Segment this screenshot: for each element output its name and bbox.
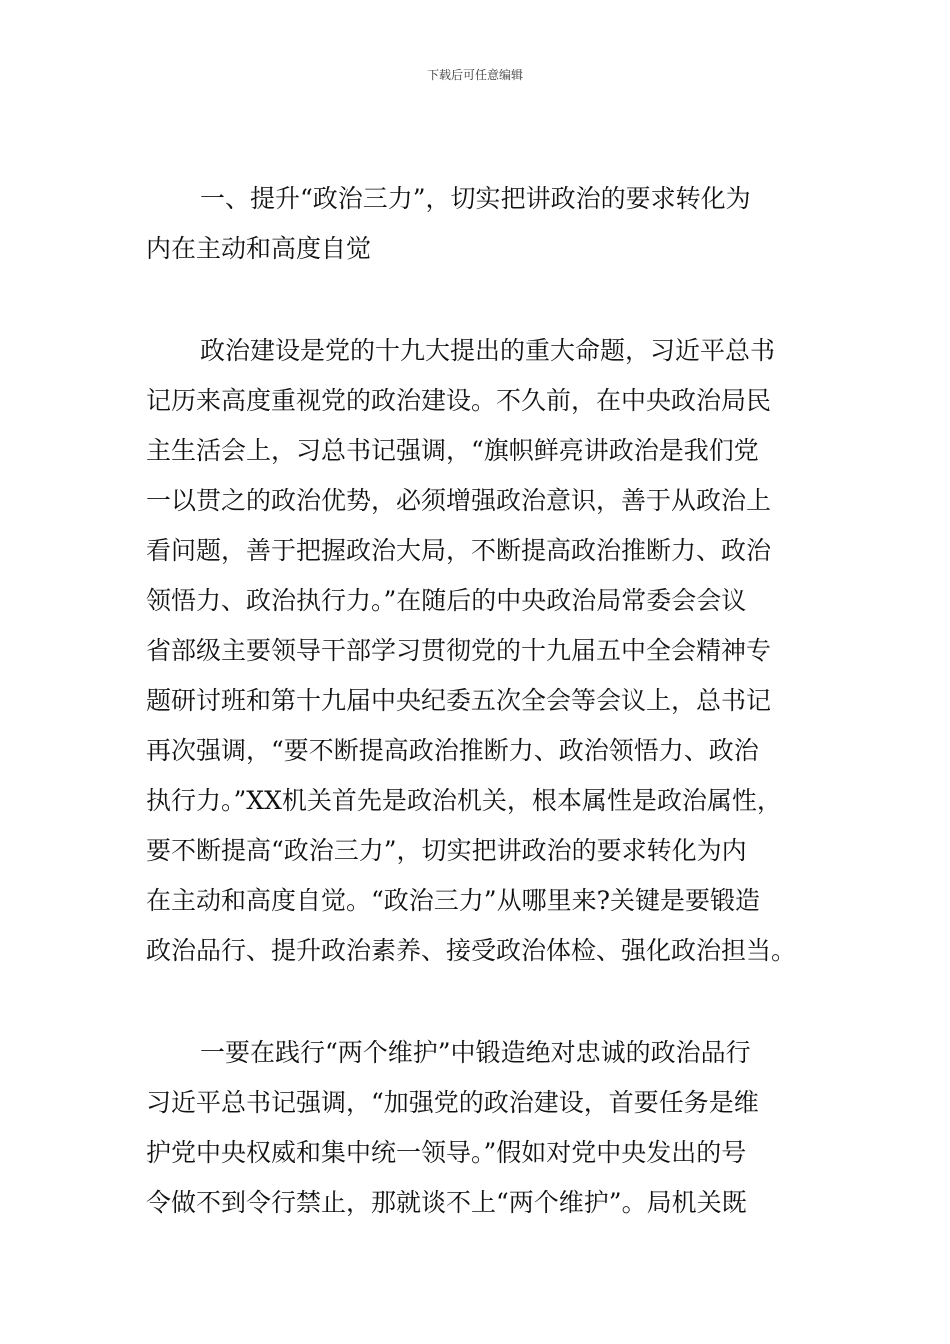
paragraph-line: 执行力。”XX机关首先是政治机关，根本属性是政治属性， <box>146 786 782 815</box>
document-body <box>146 174 810 1228</box>
paragraph-line: 一以贯之的政治优势，必须增强政治意识，善于从政治上 <box>146 486 772 515</box>
paragraph-line: 领悟力、政治执行力。”在随后的中央政治局常委会会议 <box>146 586 747 615</box>
paragraph-line: 再次强调，“要不断提高政治推断力、政治领悟力、政治 <box>146 736 759 765</box>
paragraph-line: 看问题，善于把握政治大局，不断提高政治推断力、政治 <box>146 536 772 565</box>
heading-line: 一、提升“政治三力”，切实把讲政治的要求转化为 <box>200 184 751 213</box>
paragraph-line: 题研讨班和第十九届中央纪委五次全会等会议上，总书记 <box>146 686 772 715</box>
heading-line: 内在主动和高度自觉 <box>146 234 372 263</box>
paragraph-line: 要不断提高“政治三力”，切实把讲政治的要求转化为内 <box>146 836 747 865</box>
paragraph-1 <box>146 326 810 976</box>
paragraph-gap <box>146 976 810 1028</box>
paragraph-line: 记历来高度重视党的政治建设。不久前，在中央政治局民 <box>146 386 772 415</box>
paragraph-line: 政治建设是党的十九大提出的重大命题，习近平总书 <box>200 336 776 365</box>
paragraph-gap <box>146 274 810 326</box>
paragraph-line: 一要在践行“两个维护”中锻造绝对忠诚的政治品行 <box>200 1038 751 1067</box>
paragraph-line: 护党中央权威和集中统一领导。”假如对党中央发出的号 <box>146 1138 747 1167</box>
paragraph-line: 主生活会上，习总书记强调，“旗帜鲜亮讲政治是我们党 <box>146 436 759 465</box>
paragraph-line: 在主动和高度自觉。“政治三力”从哪里来?关键是要锻造 <box>146 886 760 915</box>
paragraph-2 <box>146 1028 810 1228</box>
paragraph-line: 令做不到令行禁止，那就谈不上“两个维护”。局机关既 <box>146 1188 747 1217</box>
paragraph-line: 省部级主要领导干部学习贯彻党的十九届五中全会精神专 <box>146 636 772 665</box>
paragraph-line: 习近平总书记强调，“加强党的政治建设，首要任务是维 <box>146 1088 759 1117</box>
page-header-note: 下载后可任意编辑 <box>426 68 523 82</box>
section-heading <box>146 174 810 274</box>
paragraph-line: 政治品行、提升政治素养、接受政治体检、强化政治担当。 <box>146 936 797 965</box>
